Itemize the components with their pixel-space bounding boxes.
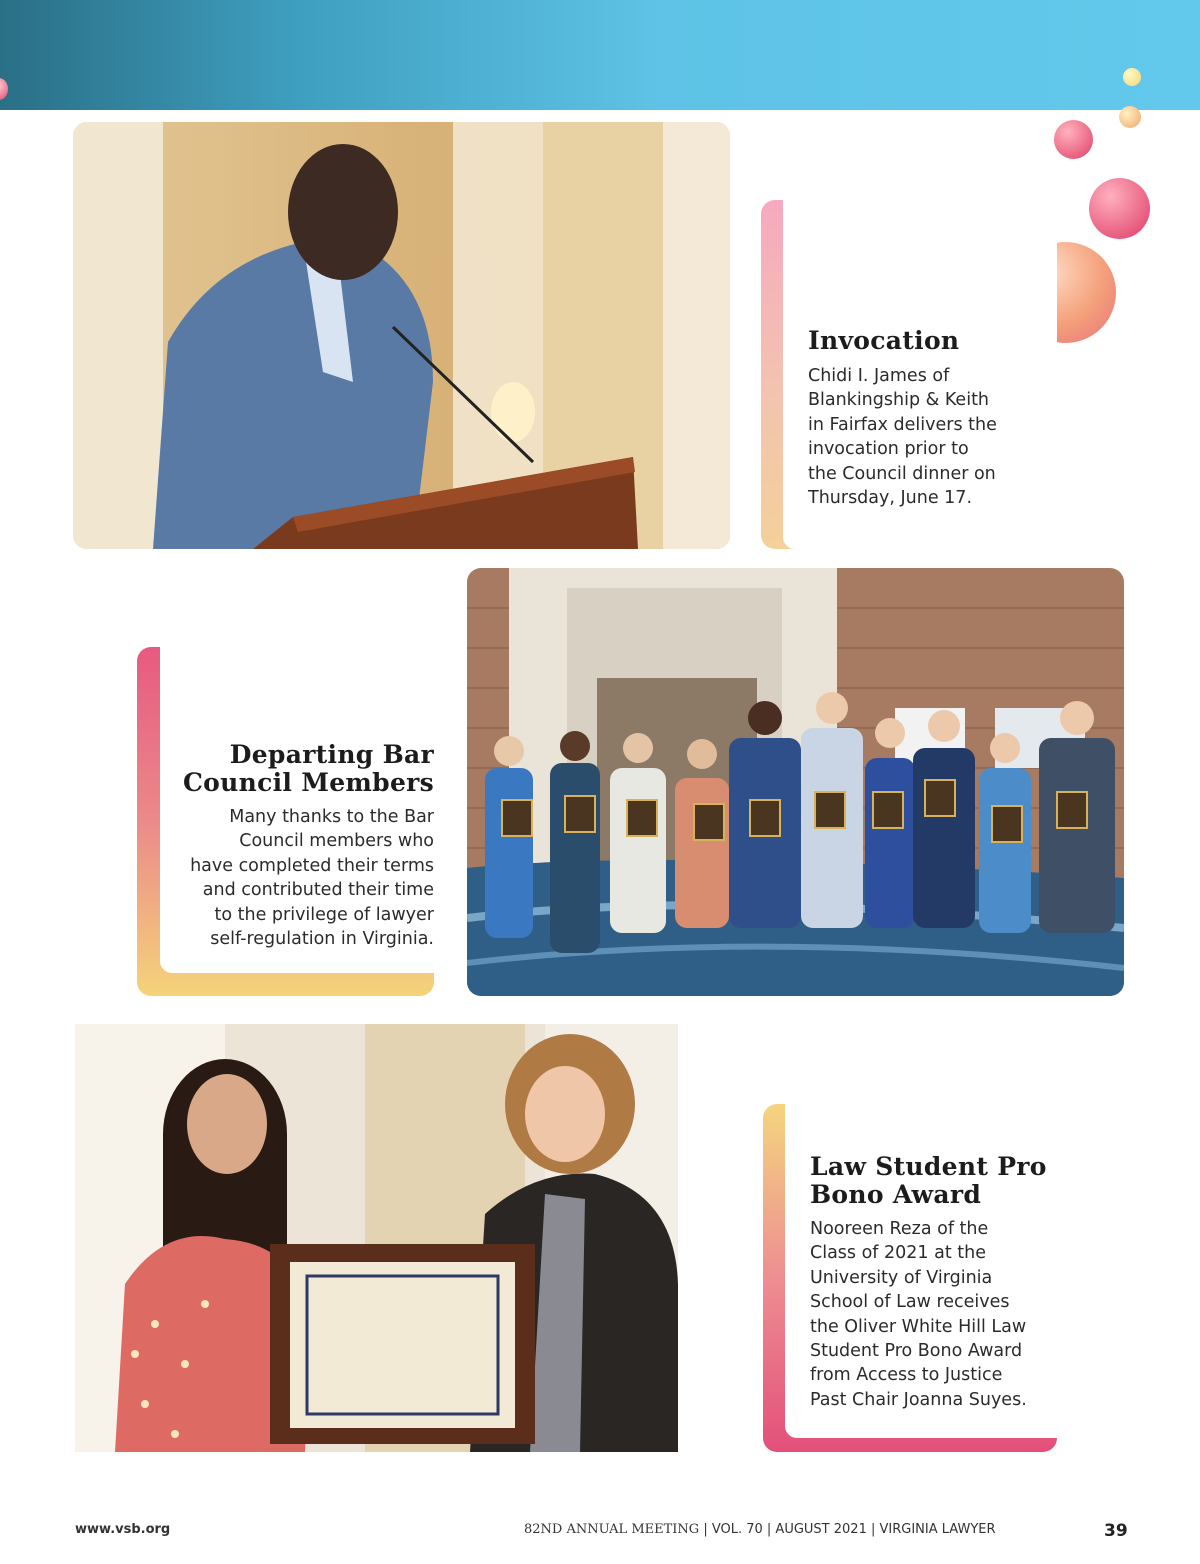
pro-bono-award-photo: [75, 1024, 678, 1452]
footer-website-link[interactable]: www.vsb.org: [75, 1522, 171, 1537]
decorative-bubble: [1123, 68, 1141, 86]
pro-bono-heading: Law Student Pro Bono Award: [810, 1152, 1047, 1209]
departing-members-photo: [467, 568, 1124, 996]
decorative-bubble: [1119, 106, 1141, 128]
pro-bono-caption: Nooreen Reza of the Class of 2021 at the University of Virginia School of Law receives the Oliver White Hill Law Student Pro Bono Award from Access to Justice Past Chair Joanna Suyes.: [810, 1219, 1027, 1410]
decorative-bubble: [1054, 120, 1093, 159]
invocation-heading: Invocation: [808, 326, 960, 355]
invocation-photo: [73, 122, 730, 549]
departing-heading: Departing Bar Council Members: [182, 740, 434, 797]
departing-caption: Many thanks to the Bar Council members who have completed their terms and contributed their time to the privilege of lawyer self-regulation in Virginia.: [190, 807, 434, 950]
page-number: 39: [1104, 1521, 1128, 1541]
top-color-band: [0, 0, 1200, 110]
footer-meeting-label: 82ND ANNUAL MEETING: [524, 1522, 700, 1537]
decorative-bubble: [1089, 178, 1150, 239]
invocation-caption: Chidi I. James of Blankingship & Keith in Fairfax delivers the invocation prior to the Council dinner on Thursday, June 17.: [808, 366, 997, 509]
footer-issue-details: VOL. 70 | AUGUST 2021 | VIRGINIA LAWYER: [711, 1522, 996, 1537]
footer-publication-info: 82ND ANNUAL MEETING | VOL. 70 | AUGUST 2021 | VIRGINIA LAWYER: [524, 1522, 996, 1537]
